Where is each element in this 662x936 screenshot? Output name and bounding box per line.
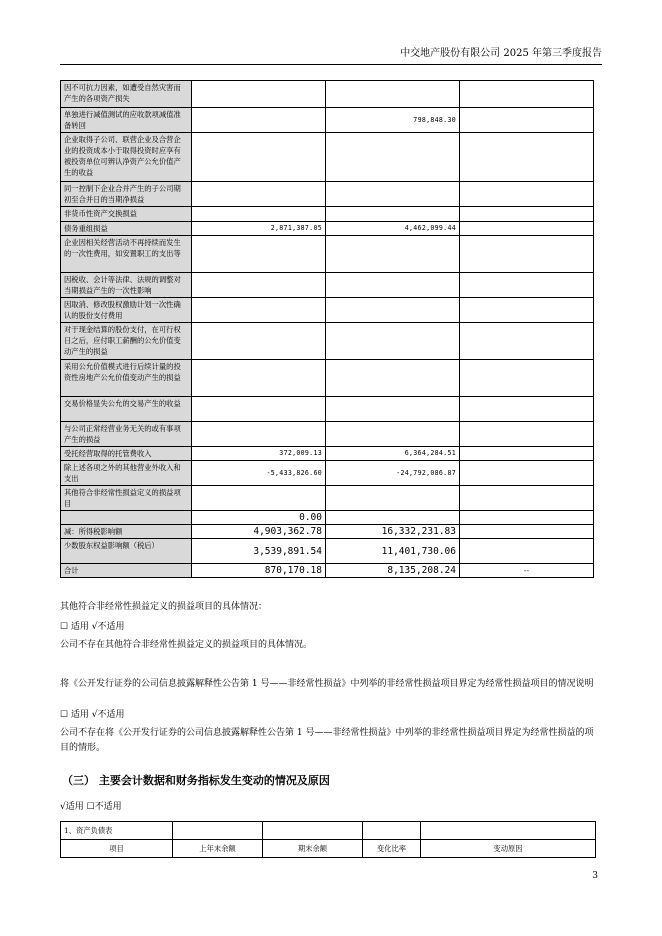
table-row [61, 511, 594, 525]
row-label: 对于现金结算的股份支付，在可行权日之后，应付职工薪酬的公允价值变动产生的损益 [61, 323, 192, 360]
other-items-desc: 公司不存在其他符合非经常性损益定义的损益项目的具体情况。 [60, 640, 313, 650]
table-row [61, 207, 594, 222]
row-ytd-value [326, 133, 460, 182]
table-row [61, 822, 596, 840]
table-row [61, 422, 594, 447]
row-label: 采用公允价值模式进行后续计量的投资性房地产公允价值变动产生的损益 [61, 360, 192, 397]
row-ytd-value [326, 273, 460, 298]
table-row [61, 360, 594, 397]
row-label: 因税收、会计等法律、法规的调整对当期损益产生的一次性影响 [61, 273, 192, 298]
table-row [61, 525, 594, 539]
row-current-value [192, 273, 326, 298]
row-note [460, 222, 594, 236]
row-ytd-value [326, 182, 460, 207]
row-note [460, 298, 594, 323]
table-row [61, 564, 594, 578]
row-label: 因取消、修改股权激励计划一次性确认的股份支付费用 [61, 298, 192, 323]
row-current-value: 2,871,387.05 [192, 222, 326, 236]
header-end-balance: 期末余额 [263, 840, 363, 858]
reclass-title: 将《公开发行证券的公司信息披露解释性公告第 1 号——非经常性损益》中列举的非经常性损益项目界定为经常性损益项目的情况说明 [60, 679, 594, 689]
section-label: 1、资产负债表 [61, 822, 173, 840]
table-row [61, 222, 594, 236]
row-note [460, 236, 594, 273]
table-row [61, 108, 594, 133]
row-label: 交易价格显失公允的交易产生的收益 [61, 397, 192, 422]
row-label: 减：所得税影响额 [61, 525, 192, 539]
row-ytd-value [326, 298, 460, 323]
row-ytd-value [326, 486, 460, 511]
row-current-value: -5,433,826.60 [192, 461, 326, 486]
row-label: 与公司正常经营业务无关的或有事项产生的损益 [61, 422, 192, 447]
header-change-reason: 变动原因 [421, 840, 596, 858]
other-items-title: 其他符合非经常性损益定义的损益项目的具体情况： [60, 602, 268, 612]
row-note [460, 447, 594, 461]
row-label: 企业取得子公司、联营企业及合营企业的投资成本小于取得投资时应享有被投资单位可辨认净资产公允价值产生的收益 [61, 133, 192, 182]
row-ytd-value: 6,364,284.51 [326, 447, 460, 461]
row-label: 债务重组损益 [61, 222, 192, 236]
row-note [460, 422, 594, 447]
table-row [61, 236, 594, 273]
row-current-value: 0.00 [192, 511, 326, 525]
row-ytd-value [326, 81, 460, 108]
row-note [460, 207, 594, 222]
row-note [460, 323, 594, 360]
row-note [460, 397, 594, 422]
row-ytd-value [326, 511, 460, 525]
page-header [60, 44, 602, 65]
table-header-row [61, 840, 596, 858]
row-label: 合计 [61, 564, 192, 578]
section-title: （三） 主要会计数据和财务指标发生变动的情况及原因 [62, 774, 330, 787]
row-current-value [192, 422, 326, 447]
row-ytd-value: 16,332,231.83 [326, 525, 460, 539]
header-prev-balance: 上年末余额 [173, 840, 263, 858]
row-ytd-value [326, 207, 460, 222]
row-current-value [192, 81, 326, 108]
applicable-checkbox-1: ☐ 适用 √不适用 [60, 622, 125, 632]
row-current-value [192, 133, 326, 182]
row-current-value [192, 486, 326, 511]
table-row [61, 133, 594, 182]
table-row [61, 397, 594, 422]
row-label: 因不可抗力因素，如遭受自然灾害而产生的各项资产损失 [61, 81, 192, 108]
row-label: 其他符合非经常性损益定义的损益项目 [61, 486, 192, 511]
row-label: 非货币性资产交换损益 [61, 207, 192, 222]
row-note [460, 133, 594, 182]
row-note [460, 360, 594, 397]
row-note [460, 81, 594, 108]
row-current-value: 372,009.13 [192, 447, 326, 461]
row-current-value [192, 360, 326, 397]
row-current-value [192, 323, 326, 360]
row-label [61, 511, 192, 525]
row-ytd-value: 4,462,099.44 [326, 222, 460, 236]
row-current-value: 4,903,362.78 [192, 525, 326, 539]
row-ytd-value [326, 236, 460, 273]
table-row [61, 539, 594, 564]
table-row [61, 81, 594, 108]
table-row [61, 461, 594, 486]
row-note [460, 108, 594, 133]
row-note [460, 511, 594, 525]
non-recurring-gains-table [60, 80, 594, 578]
reclass-desc: 公司不存在将《公开发行证券的公司信息披露解释性公告第 1 号——非经常性损益》中列举的非经常性损益项目界定为经常性损益的项目的情形。 [60, 728, 594, 753]
row-label: 除上述各项之外的其他营业外收入和支出 [61, 461, 192, 486]
row-current-value [192, 182, 326, 207]
applicable-checkbox-2: ☐ 适用 √不适用 [60, 710, 125, 720]
table-row [61, 486, 594, 511]
row-note: -- [460, 564, 594, 578]
row-label: 单独进行减值测试的应收款项减值准备转回 [61, 108, 192, 133]
row-current-value [192, 207, 326, 222]
table-row [61, 273, 594, 298]
table-row [61, 298, 594, 323]
row-ytd-value [326, 397, 460, 422]
row-note [460, 486, 594, 511]
row-label: 少数股东权益影响额（税后） [61, 539, 192, 564]
row-ytd-value [326, 323, 460, 360]
row-note [460, 539, 594, 564]
row-note [460, 461, 594, 486]
page-number: 3 [592, 871, 598, 881]
row-ytd-value: 798,848.30 [326, 108, 460, 133]
row-note [460, 525, 594, 539]
report-title: 中交地产股份有限公司 2025 年第三季度报告 [400, 48, 602, 59]
row-ytd-value: 8,135,208.24 [326, 564, 460, 578]
row-current-value: 870,170.18 [192, 564, 326, 578]
row-current-value [192, 397, 326, 422]
row-ytd-value [326, 422, 460, 447]
row-label: 同一控制下企业合并产生的子公司期初至合并日的当期净损益 [61, 182, 192, 207]
balance-sheet-table [60, 821, 596, 858]
row-label: 企业因相关经营活动不再持续而发生的一次性费用，如安置职工的支出等 [61, 236, 192, 273]
row-current-value [192, 236, 326, 273]
row-label: 受托经营取得的托管费收入 [61, 447, 192, 461]
table-row [61, 323, 594, 360]
table-row [61, 182, 594, 207]
row-current-value: 3,539,891.54 [192, 539, 326, 564]
row-current-value [192, 108, 326, 133]
row-note [460, 273, 594, 298]
table-row [61, 447, 594, 461]
header-change-ratio: 变化比率 [363, 840, 421, 858]
row-ytd-value: 11,401,730.06 [326, 539, 460, 564]
header-item: 项目 [61, 840, 173, 858]
row-ytd-value [326, 360, 460, 397]
applicable-checkbox-3: √适用 ☐不适用 [60, 802, 122, 812]
row-current-value [192, 298, 326, 323]
row-ytd-value: -24,792,086.87 [326, 461, 460, 486]
row-note [460, 182, 594, 207]
